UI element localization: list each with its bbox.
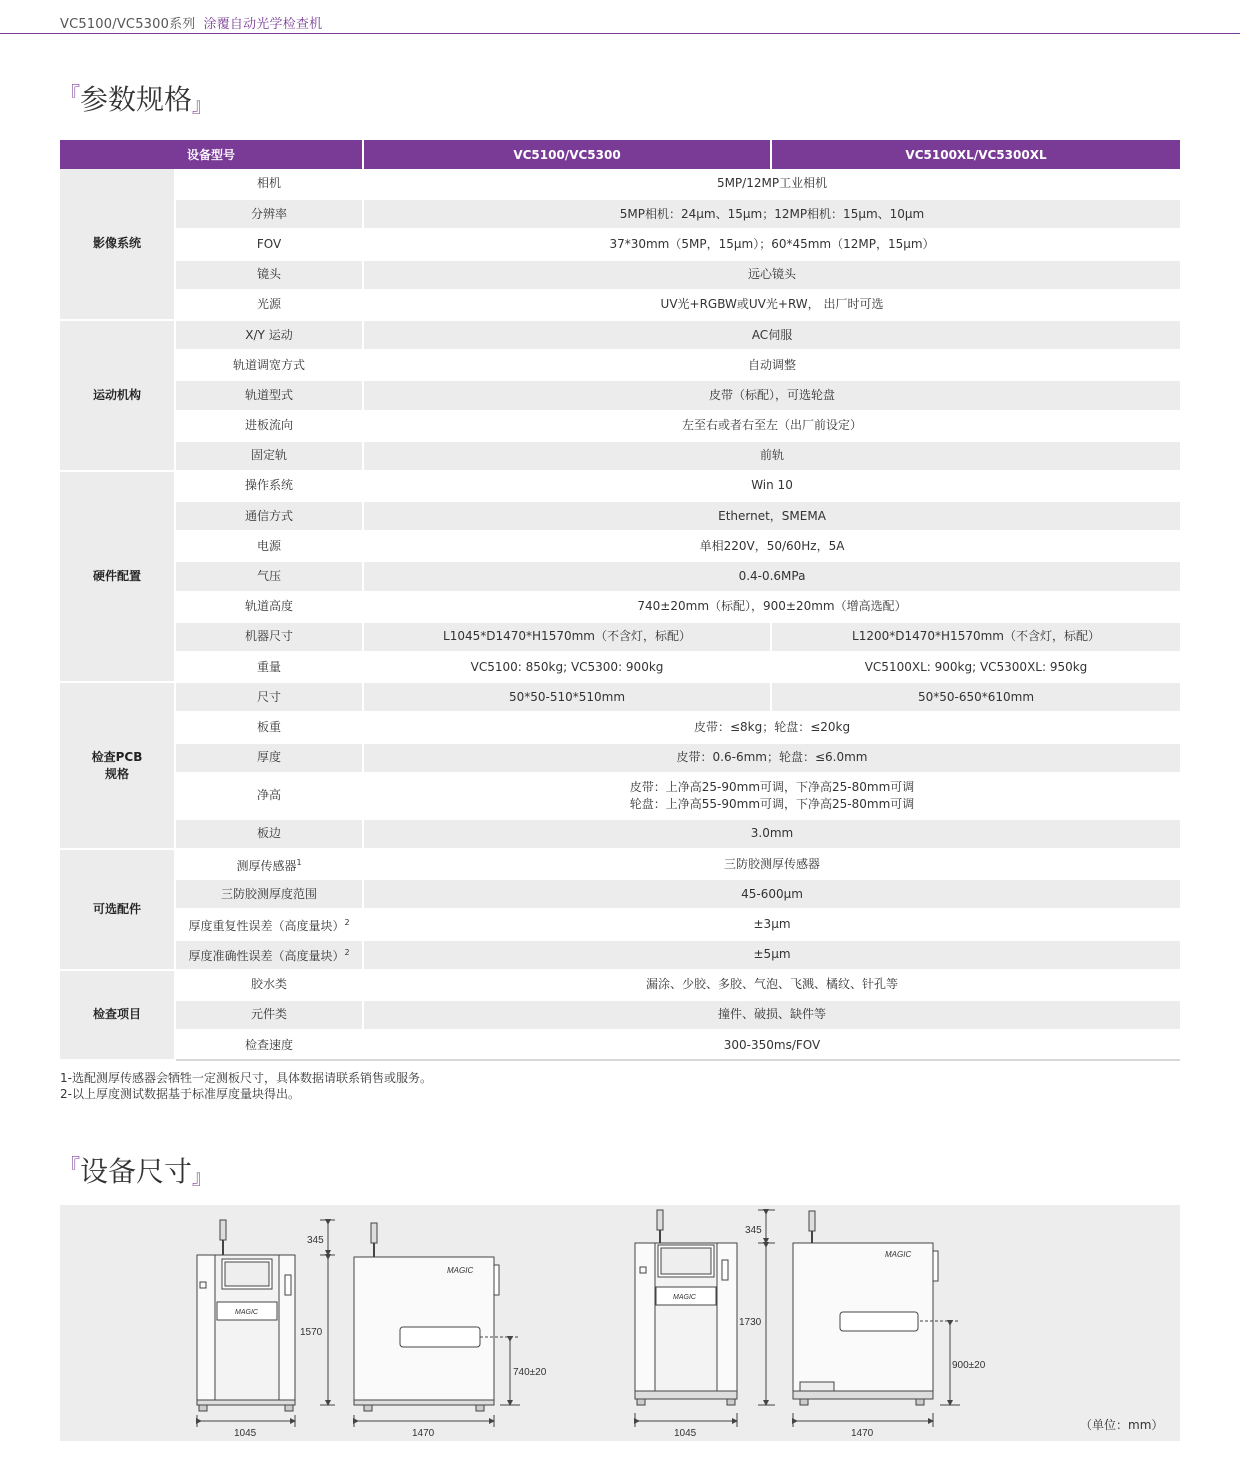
row-value: 单相220V，50/60Hz，5A: [363, 531, 1180, 561]
row-value: 5MP/12MP工业相机: [363, 169, 1180, 199]
group-inspection: 检查项目: [60, 970, 175, 1061]
footnote-ref: 1: [296, 857, 302, 867]
row-value-xl: 50*50-650*610mm: [771, 682, 1180, 712]
std-side-brand: MAGIC: [447, 1266, 474, 1275]
row-value-std: VC5100: 850kg; VC5300: 900kg: [363, 652, 771, 682]
std-height-label: 1570: [300, 1327, 323, 1338]
row-label: 板重: [175, 712, 363, 742]
table-row: [60, 471, 1180, 501]
row-value: 0.4-0.6MPa: [363, 561, 1180, 591]
row-label: 重量: [175, 652, 363, 682]
row-value: 三防胶测厚传感器: [363, 849, 1180, 879]
header-model: VC5100/VC5300系列: [60, 17, 196, 32]
table-row: [60, 290, 1180, 320]
table-row: [60, 229, 1180, 259]
row-label: 进板流向: [175, 411, 363, 441]
table-row: [60, 652, 1180, 682]
row-value-xl: L1200*D1470*H1570mm（不含灯，标配）: [771, 622, 1180, 652]
row-value: 皮带（标配），可选轮盘: [363, 380, 1180, 410]
clearance-wheel: 轮盘：上净高55-90mm可调，下净高25-80mm可调: [629, 796, 915, 811]
table-row: [60, 592, 1180, 622]
table-row: [60, 169, 1180, 199]
row-value: 740±20mm（标配），900±20mm（增高选配）: [363, 592, 1180, 622]
xl-height-dims: [739, 1210, 775, 1405]
table-row: [60, 970, 1180, 1000]
row-value: 左至右或者右至左（出厂前设定）: [363, 411, 1180, 441]
std-top-label: 345: [307, 1235, 324, 1246]
xl-height-label: 1730: [739, 1317, 762, 1328]
bracket-left: 『: [60, 82, 80, 106]
table-row: [60, 380, 1180, 410]
row-label: X/Y 运动: [175, 320, 363, 350]
row-label: 轨道调宽方式: [175, 350, 363, 380]
row-value: Win 10: [363, 471, 1180, 501]
table-row: [60, 561, 1180, 591]
row-label: 相机: [175, 169, 363, 199]
footnote-ref: 2: [344, 917, 350, 927]
row-label: 板边: [175, 819, 363, 849]
table-row: [60, 819, 1180, 849]
row-value-std: L1045*D1470*H1570mm（不含灯，标配）: [363, 622, 771, 652]
group-hardware: 硬件配置: [60, 471, 175, 682]
table-row: [60, 441, 1180, 471]
row-label: [175, 940, 363, 970]
std-front-view: [197, 1220, 295, 1439]
table-row: [60, 909, 1180, 939]
table-row: [60, 320, 1180, 350]
table-row: [60, 1000, 1180, 1030]
row-label: [175, 849, 363, 879]
row-value: ±5μm: [363, 940, 1180, 970]
row-label: 镜头: [175, 260, 363, 290]
row-value-xl: VC5100XL: 900kg; VC5300XL: 950kg: [771, 652, 1180, 682]
std-height-dims: [300, 1220, 335, 1405]
table-row: [60, 773, 1180, 819]
row-label: 三防胶测厚度范围: [175, 879, 363, 909]
header-device-model: 设备型号: [60, 140, 363, 169]
table-row: [60, 501, 1180, 531]
group-options: 可选配件: [60, 849, 175, 970]
row-label: FOV: [175, 229, 363, 259]
bracket-right: 』: [192, 93, 213, 117]
row-value: 5MP相机：24μm、15μm；12MP相机：15μm、10μm: [363, 199, 1180, 229]
row-value: 37*30mm（5MP，15μm）；60*45mm（12MP，15μm）: [363, 229, 1180, 259]
section-title-dims: [60, 1150, 212, 1190]
xl-side-view: [793, 1211, 986, 1439]
header-subtitle: 涂覆自动光学检查机: [203, 17, 323, 32]
row-value: 自动调整: [363, 350, 1180, 380]
row-label-text: 测厚传感器: [236, 858, 297, 873]
row-label: 操作系统: [175, 471, 363, 501]
table-row: [60, 199, 1180, 229]
header-text: [60, 13, 322, 32]
specs-title-text: 参数规格: [80, 83, 193, 116]
xl-front-view: [635, 1210, 737, 1439]
dimension-drawing-panel: [60, 1205, 1180, 1441]
std-side-view: [354, 1223, 547, 1439]
xl-side-brand: MAGIC: [885, 1250, 912, 1259]
row-value: 撞件、破损、缺件等: [363, 1000, 1180, 1030]
footnote-2: 2-以上厚度测试数据基于标准厚度量块得出。: [60, 1087, 300, 1101]
row-value: UV光+RGBW或UV光+RW， 出厂时可选: [363, 290, 1180, 320]
row-value: 皮带：≤8kg；轮盘：≤20kg: [363, 712, 1180, 742]
row-label: 检查速度: [175, 1030, 363, 1060]
group-pcb-line2: 规格: [104, 766, 129, 781]
table-row: [60, 849, 1180, 879]
row-value: 前轨: [363, 441, 1180, 471]
row-value: 远心镜头: [363, 260, 1180, 290]
footnote-ref: 2: [344, 948, 350, 958]
row-label: 尺寸: [175, 682, 363, 712]
row-label-text: 厚度重复性误差（高度量块）: [188, 918, 345, 933]
row-label: 轨道型式: [175, 380, 363, 410]
table-row: [60, 622, 1180, 652]
std-depth-label: 1470: [412, 1428, 435, 1439]
group-pcb-line1: 检查PCB: [91, 749, 143, 764]
table-row: [60, 260, 1180, 290]
row-value-std: 50*50-510*510mm: [363, 682, 771, 712]
row-label: 胶水类: [175, 970, 363, 1000]
group-pcb: [60, 682, 175, 849]
row-value: 300-350ms/FOV: [363, 1030, 1180, 1060]
spec-table: [60, 140, 1180, 1061]
row-label-text: 厚度准确性误差（高度量块）: [188, 949, 345, 964]
footnote-1: 1-选配测厚传感器会牺牲一定测板尺寸，具体数据请联系销售或服务。: [60, 1071, 432, 1085]
row-value: ±3μm: [363, 909, 1180, 939]
row-value: [363, 773, 1180, 819]
table-row: [60, 1030, 1180, 1060]
xl-rail-label: 900±20: [952, 1360, 986, 1371]
row-label: 固定轨: [175, 441, 363, 471]
std-rail-label: 740±20: [513, 1367, 547, 1378]
header-std-model: VC5100/VC5300: [363, 140, 771, 169]
bracket-right: 』: [192, 1165, 213, 1189]
row-label: 电源: [175, 531, 363, 561]
row-value: AC伺服: [363, 320, 1180, 350]
row-value: 皮带：0.6-6mm；轮盘：≤6.0mm: [363, 743, 1180, 773]
clearance-belt: 皮带：上净高25-90mm可调，下净高25-80mm可调: [629, 779, 915, 794]
dimension-drawings: [60, 1205, 1180, 1441]
bracket-left: 『: [60, 1154, 80, 1178]
unit-label: （单位：mm）: [1080, 1418, 1164, 1432]
row-label: 通信方式: [175, 501, 363, 531]
table-row: [60, 411, 1180, 441]
row-value: 45-600μm: [363, 879, 1180, 909]
table-row: [60, 531, 1180, 561]
row-label: 气压: [175, 561, 363, 591]
section-title-specs: [60, 78, 212, 118]
header-xl-model: VC5100XL/VC5300XL: [771, 140, 1180, 169]
table-row: [60, 940, 1180, 970]
table-row: [60, 682, 1180, 712]
xl-width-label: 1045: [674, 1428, 697, 1439]
table-row: [60, 350, 1180, 380]
row-label: 净高: [175, 773, 363, 819]
table-row: [60, 743, 1180, 773]
row-value: 漏涂、少胶、多胶、气泡、飞溅、橘纹、针孔等: [363, 970, 1180, 1000]
row-label: 轨道高度: [175, 592, 363, 622]
table-header-row: [60, 140, 1180, 169]
table-row: [60, 712, 1180, 742]
footnotes: [60, 1070, 432, 1102]
row-label: 光源: [175, 290, 363, 320]
row-label: 元件类: [175, 1000, 363, 1030]
xl-front-brand: MAGIC: [673, 1294, 696, 1301]
xl-depth-label: 1470: [851, 1428, 874, 1439]
group-motion: 运动机构: [60, 320, 175, 471]
row-label: 机器尺寸: [175, 622, 363, 652]
row-label: 分辨率: [175, 199, 363, 229]
row-value: Ethernet，SMEMA: [363, 501, 1180, 531]
page-header: [0, 0, 1240, 34]
row-value: 3.0mm: [363, 819, 1180, 849]
std-width-label: 1045: [234, 1428, 257, 1439]
std-front-brand: MAGIC: [235, 1309, 258, 1316]
row-label: 厚度: [175, 743, 363, 773]
dims-title-text: 设备尺寸: [80, 1155, 193, 1188]
table-row: [60, 879, 1180, 909]
xl-top-label: 345: [745, 1225, 762, 1236]
row-label: [175, 909, 363, 939]
group-imaging: 影像系统: [60, 169, 175, 320]
